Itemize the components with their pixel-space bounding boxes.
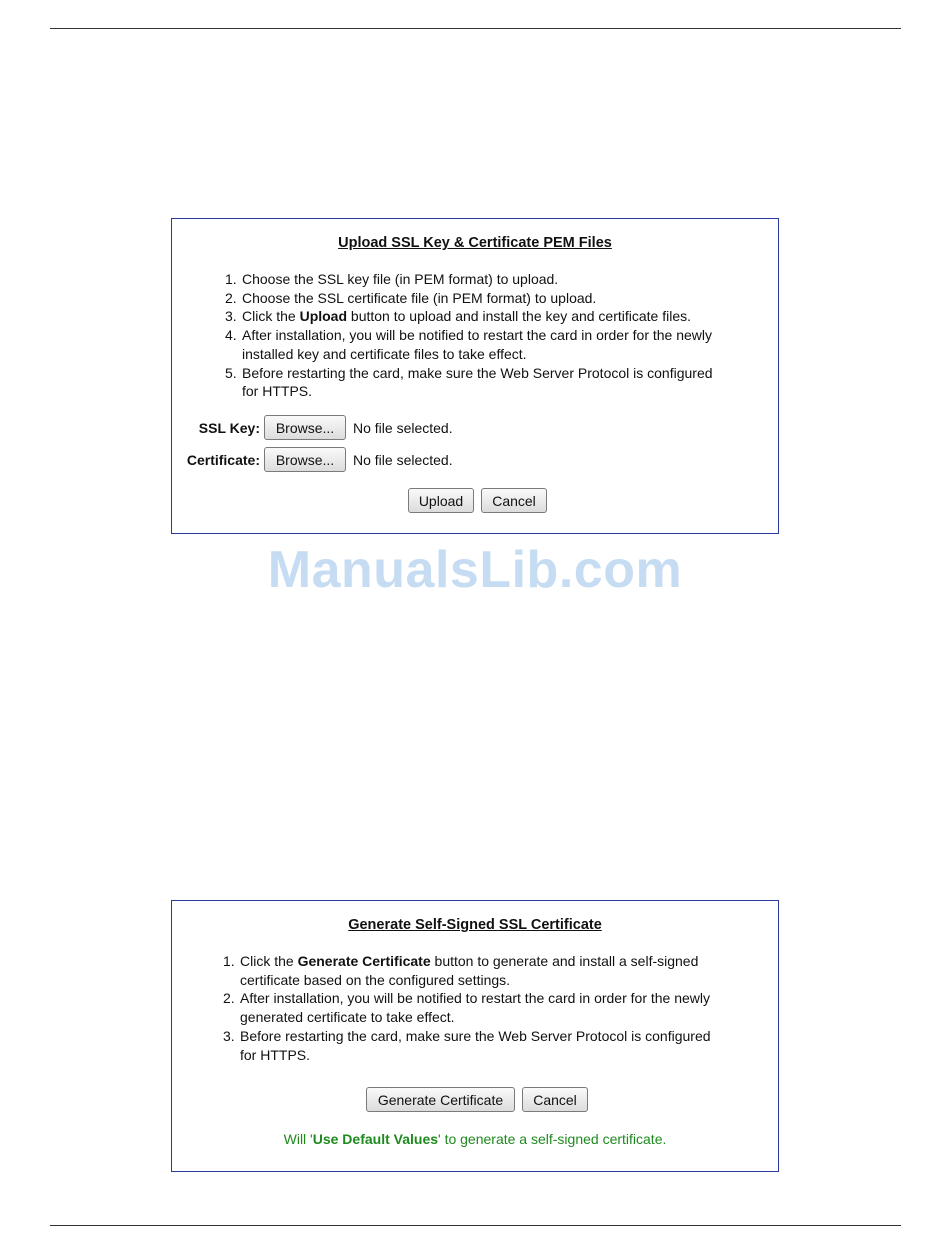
list-item: 1. Choose the SSL key file (in PEM format) to upload. [225, 271, 559, 287]
generate-cancel-button[interactable]: Cancel [522, 1087, 588, 1112]
ssl-key-label: SSL Key: [198, 420, 260, 436]
certificate-browse-button[interactable]: Browse... [264, 447, 346, 472]
ssl-key-browse-button[interactable]: Browse... [264, 415, 346, 440]
list-item: 3. Before restarting the card, make sure the Web Server Protocol is configured for HTTPS. [223, 1027, 711, 1063]
generate-certificate-panel [171, 900, 779, 1172]
certificate-file-status: No file selected. [353, 452, 453, 468]
list-item: 1. Click the Generate Certificate button to generate and install a self-signed certificate based on the configured settings. [223, 953, 699, 988]
certificate-row [172, 447, 260, 473]
list-item: 2. Choose the SSL certificate file (in PEM format) to upload. [225, 289, 597, 306]
default-values-note: Will 'Use Default Values' to generate a self-signed certificate. [283, 1131, 667, 1147]
list-item: 4. After installation, you will be notified to restart the card in order for the newly installed key and certificate files to take effect. [225, 327, 713, 362]
ssl-key-row [172, 415, 260, 441]
upload-button[interactable]: Upload [408, 488, 474, 513]
upload-cancel-button[interactable]: Cancel [481, 488, 547, 513]
generate-steps-list [223, 952, 719, 1064]
list-item: 3. Click the Upload button to upload and install the key and certificate files. [225, 308, 692, 325]
ssl-key-file-status: No file selected. [353, 420, 453, 436]
generate-certificate-button[interactable]: Generate Certificate [366, 1087, 515, 1112]
bottom-rule [50, 1225, 901, 1226]
list-item: 2. After installation, you will be notified to restart the card in order for the newly generated certificate to take effect. [223, 990, 711, 1026]
upload-panel-title: Upload SSL Key & Certificate PEM Files [338, 235, 612, 251]
upload-steps-list [225, 270, 715, 401]
generate-panel-title: Generate Self-Signed SSL Certificate [348, 917, 602, 933]
certificate-label: Certificate: [186, 452, 260, 468]
list-item: 5. Before restarting the card, make sure the Web Server Protocol is configured for HTTPS. [225, 364, 713, 400]
upload-ssl-panel [171, 218, 779, 534]
watermark: ManualsLib.com [267, 541, 683, 599]
top-rule [50, 28, 901, 29]
